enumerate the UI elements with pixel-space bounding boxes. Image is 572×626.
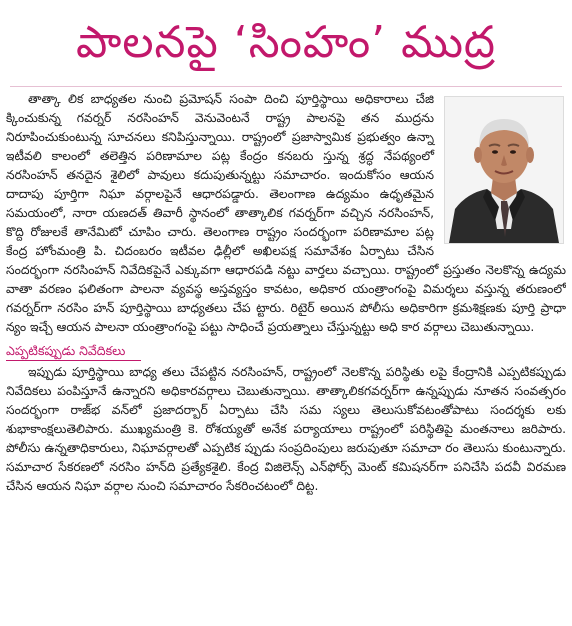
article-paragraph-1: తాత్కా లిక బాధ్యతల నుంచి ప్రమోషన్ సంపా దించి పూర్తిస్థాయి అధికారాలు చేజి క్కించుకున్న గవర్నర్ నరసింహన్ వెనువెంటనే రాష్ట్ర పాలనపై తన ముద్రను నిరూపించుకుంటున్న సూచనలు కనిపిస్తున్నాయి. రాష్ట్రంలో ప్రజాస్వామిక ప్రభుత్వం ఉన్నా ఇటీవలి కాలంలో తలెత్తిన పరిణామాల పట్ల కేంద్రం కనబరు స్తున్న శ్రద్ధ నేపథ్యంలో నరసింహన్ తనదైన శైలిలో పావులు కదుపుతున్నట్టు సమాచారం. ఇందుకోసం ఆయన దాదాపు పూర్తిగా నిఘా వర్గాలపైనే ఆధారపడ్డారు. తెలంగాణ ఉద్యమం ఉధృతమైన సమయంలో, నారా యణదత్ తివారీ స్థానంలో తాత్కాలిక గవర్నర్‌గా వచ్చిన నరసింహన్, కొద్ది రోజులకే తానేమిటో చూపిం చారు. తెలంగాణ రాష్ట్రం సందర్భంగా పరిణామాల పట్ల కేంద్ర హోంమంత్రి పి. చిదంబరం ఇటీవల ఢిల్లీలో అఖిలపక్ష సమావేశం ఏర్పాటు చేసిన సందర్భంగా నరసింహన్ నివేదికపైనే ఎక్కువగా ఆధారపడి నట్టు వార్తలు వచ్చాయి. రాష్ట్రంలో ప్రస్తుతం నెలకొన్న ఉద్యమ వాతా వరణం ఫలితంగా పాలనా వ్యవస్థ అస్తవ్యస్తం కావటం, అధికార యంత్రాంగంపై విమర్శలు వస్తున్న తరుణంలో గవర్నర్‌గా నరసిం హన్ పూర్తిస్థాయి బాధ్యతలు చేప ట్టారు. రిటైర్ అయిన పోలీసు అధికారిగా క్రమశిక్షణకు పూర్తి ప్రాధా న్యం ఇచ్చే ఆయన పాలనా యంత్రాంగంపై పట్టు సాధించే ప్రయత్నాలు చేస్తున్నట్టు అధి కార వర్గాలు చెబుతున్నాయి. bbox=[6, 92, 566, 334]
portrait-icon bbox=[445, 97, 563, 243]
article-paragraph-2: ఇప్పుడు పూర్తిస్థాయి బాధ్య తలు చేపట్టిన నరసింహన్, రాష్ట్రంలో నెలకొన్న పరిస్థితు లపై కేంద్రానికి ఎప్పటికప్పుడు నివేదికలు పంపిస్తూనే ఉన్నారని అధికారవర్గాలు చెబుతున్నాయి. తాత్కాలికగవర్నర్‌గా ఉన్నప్పుడు నూతన సంవత్సరం సందర్భంగా రాజ్‌భ వన్‌లో ప్రజాదర్బార్ ఏర్పాటు చేసి సమ స్యలు తెలుసుకోవటంతోపాటు సందర్శకు లకు శుభాకాంక్షలుతెలిపారు. ముఖ్యమంత్రి కె. రోశయ్యతో అనేక పర్యాయాలు రాష్ట్రంలో పరిస్థితిపై మంతనాలు జరిపారు. పోలీసు ఉన్నతాధికారులు, నిఘావర్గాలతో ఎప్పటిక ప్పుడు సంప్రదింపులు జరుపుతూ సమాచా రం తెలుసు కుంటున్నారు. సమాచార సేకరణలో నరసిం హన్‌ది ప్రత్యేకశైలి. కేంద్ర విజిలెన్స్ ఎన్‌ఫోర్స్ మెంట్ కమిషనర్‌గా పనిచేసి పదవీ విరమణ చేసిన ఆయన నిఘా వర్గాల నుంచి సమాచారం సేకరించటంలో దిట్ట. bbox=[6, 365, 566, 493]
headline: పాలనపై ‘సింహం’ ముద్ర bbox=[76, 17, 496, 68]
article-body bbox=[6, 90, 566, 620]
headline-divider bbox=[10, 86, 562, 87]
portrait-photo bbox=[444, 96, 564, 244]
subheading: ఎప్పటికప్పుడు నివేదికలు bbox=[6, 341, 141, 361]
